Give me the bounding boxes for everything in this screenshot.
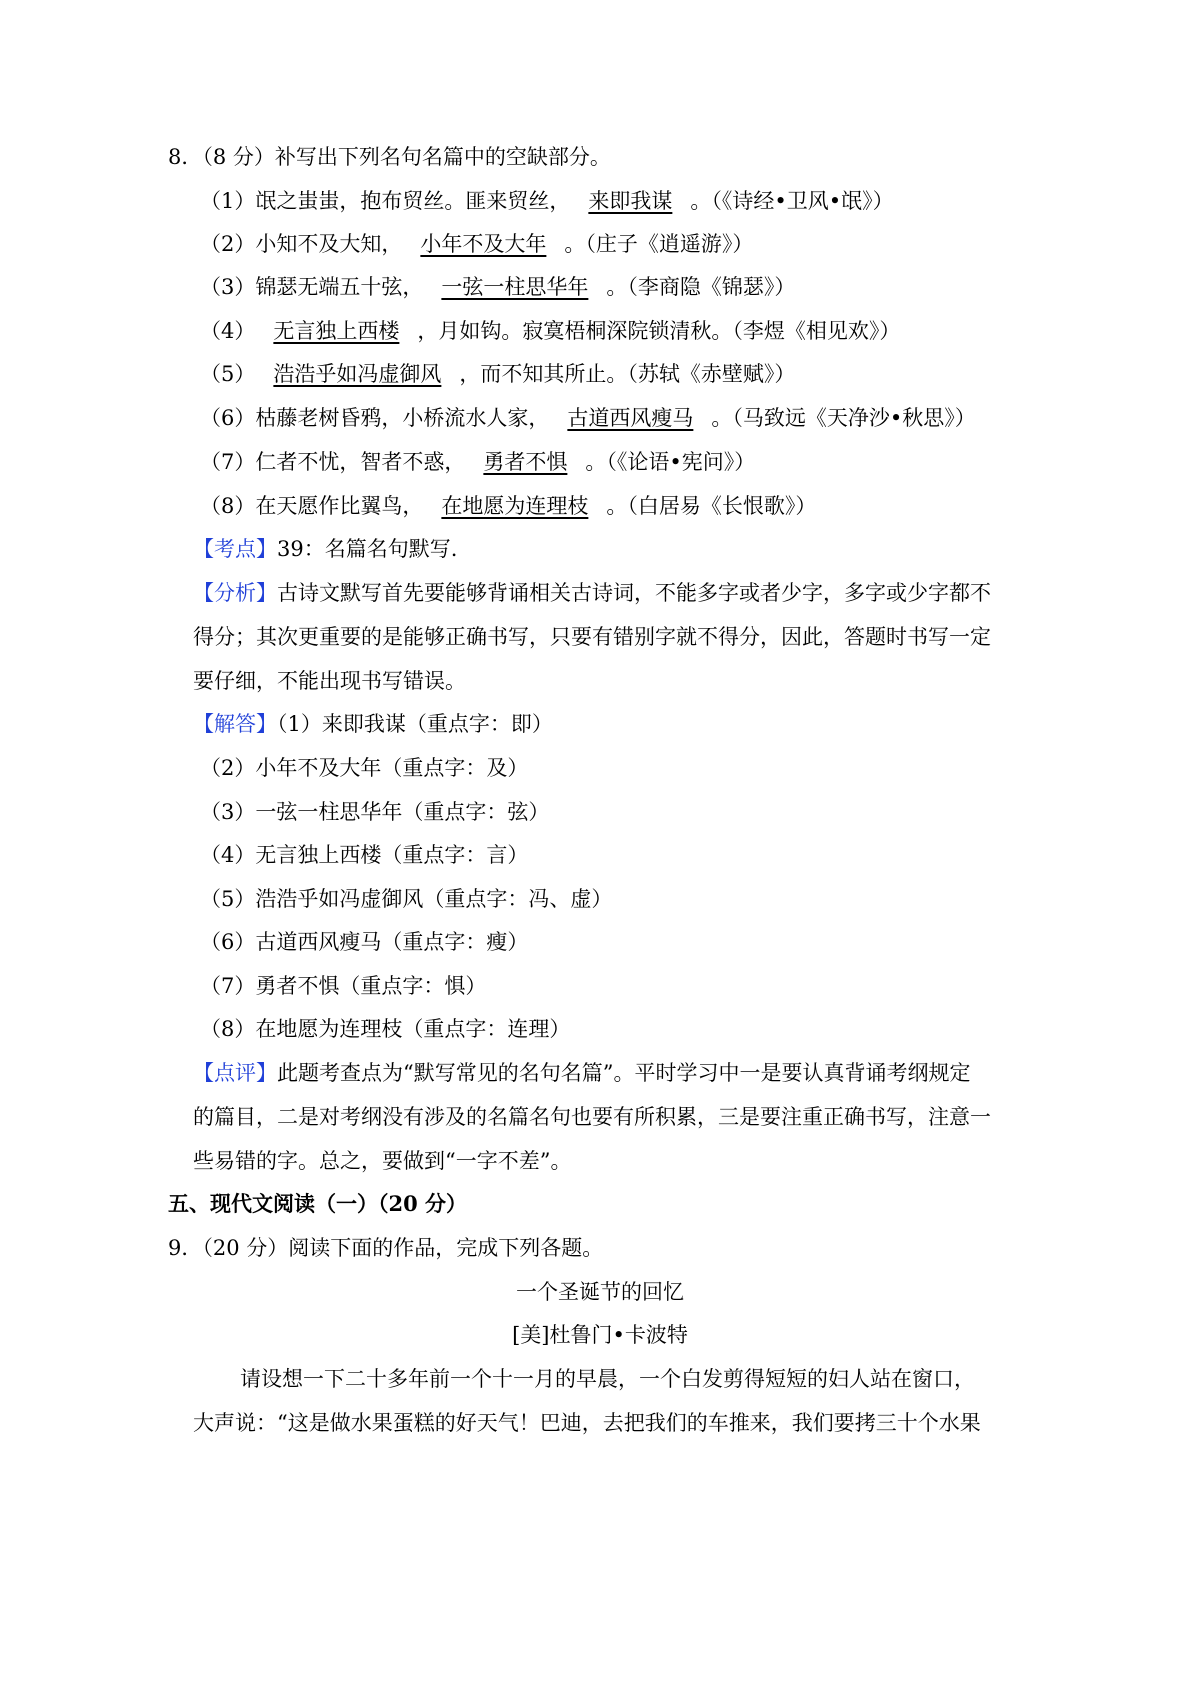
answer-blank: 来即我谋 <box>588 189 673 213</box>
dianping-line-3: 些易错的字。总之，要做到“一字不差”。 <box>193 1149 572 1173</box>
jieda-line-2: （2）小年不及大年（重点字：及） <box>200 756 529 780</box>
q8-item-4 <box>200 316 900 346</box>
item-text: （6）枯藤老树昏鸦，小桥流水人家， <box>200 406 550 430</box>
fenxi-line-2: 得分；其次更重要的是能够正确书写，只要有错别字就不得分，因此，答题时书写一定 <box>193 625 991 649</box>
item-source: ，而不知其所止。（苏轼《赤壁赋》） <box>459 362 796 386</box>
item-source: 。（马致远《天净沙•秋思》） <box>711 406 976 430</box>
jieda-line-5: （5）浩浩乎如冯虚御风（重点字：冯、虚） <box>200 887 613 911</box>
fenxi-text: 古诗文默写首先要能够背诵相关古诗词，不能多字或者少字，多字或少字都不 <box>277 581 991 605</box>
kaodian-line <box>193 534 457 564</box>
item-source: ，月如钩。寂寞梧桐深院锁清秋。（李煜《相见欢》） <box>417 319 901 343</box>
q8-item-3 <box>200 272 795 302</box>
kaodian-text: 39：名篇名句默写. <box>277 537 458 561</box>
fenxi-tag: 【分析】 <box>193 581 277 605</box>
jieda-line-4: （4）无言独上西楼（重点字：言） <box>200 843 529 867</box>
answer-blank: 浩浩乎如冯虚御风 <box>273 362 442 386</box>
story-author: [美]杜鲁门•卡波特 <box>512 1323 688 1347</box>
item-source: 。（庄子《逍遥游》） <box>564 232 754 256</box>
item-text: （5） <box>200 362 256 386</box>
dianping-line-1 <box>193 1058 970 1088</box>
jieda-line-7: （7）勇者不惧（重点字：惧） <box>200 974 487 998</box>
kaodian-tag: 【考点】 <box>193 537 277 561</box>
item-source: 。（白居易《长恨歌》） <box>606 494 817 518</box>
item-text: （7）仁者不忧，智者不惑， <box>200 450 466 474</box>
dianping-tag: 【点评】 <box>193 1061 277 1085</box>
item-source: 。（《论语•宪问》） <box>585 450 756 474</box>
q8-item-1 <box>200 186 894 216</box>
answer-blank: 一弦一柱思华年 <box>441 275 589 299</box>
story-title: 一个圣诞节的回忆 <box>516 1280 684 1304</box>
item-source: 。（李商隐《锦瑟》） <box>606 275 796 299</box>
fenxi-line-1 <box>193 578 991 608</box>
q8-item-2 <box>200 229 753 259</box>
answer-blank: 在地愿为连理枝 <box>441 494 589 518</box>
q8-item-6 <box>200 403 976 433</box>
jieda-text: （1）来即我谋（重点字：即） <box>277 712 553 736</box>
story-paragraph-line-1: 请设想一下二十多年前一个十一月的早晨，一个白发剪得短短的妇人站在窗口， <box>240 1367 975 1391</box>
answer-blank: 古道西风瘦马 <box>567 406 694 430</box>
item-text: （3）锦瑟无端五十弦， <box>200 275 424 299</box>
dianping-line-2: 的篇目，二是对考纲没有涉及的名篇名句也要有所积累，三是要注重正确书写，注意一 <box>193 1105 991 1129</box>
jieda-line-6: （6）古道西风瘦马（重点字：瘦） <box>200 930 529 954</box>
fenxi-line-3: 要仔细，不能出现书写错误。 <box>193 669 466 693</box>
item-text: （2）小知不及大知， <box>200 232 403 256</box>
section-5-title: 五、现代文阅读（一）（20 分） <box>168 1191 468 1216</box>
item-text: （8）在天愿作比翼鸟， <box>200 494 424 518</box>
jieda-tag: 【解答】 <box>193 712 277 736</box>
question-9-header: 9．（20 分）阅读下面的作品，完成下列各题。 <box>168 1236 604 1260</box>
dianping-text: 此题考查点为“默写常见的名句名篇”。平时学习中一是要认真背诵考纲规定 <box>277 1061 971 1085</box>
q8-item-5 <box>200 359 795 389</box>
answer-blank: 小年不及大年 <box>420 232 547 256</box>
answer-blank: 无言独上西楼 <box>273 319 400 343</box>
question-8-header: 8．（8 分）补写出下列名句名篇中的空缺部分。 <box>168 145 611 169</box>
q8-item-7 <box>200 447 755 477</box>
jieda-line-1 <box>193 709 553 739</box>
jieda-line-3: （3）一弦一柱思华年（重点字：弦） <box>200 800 550 824</box>
item-text: （4） <box>200 319 256 343</box>
story-paragraph-line-2: 大声说：“这是做水果蛋糕的好天气！巴迪，去把我们的车推来，我们要拷三十个水果 <box>193 1411 981 1435</box>
answer-blank: 勇者不惧 <box>483 450 568 474</box>
q8-item-8 <box>200 491 816 521</box>
item-text: （1）氓之蚩蚩，抱布贸丝。匪来贸丝， <box>200 189 571 213</box>
jieda-line-8: （8）在地愿为连理枝（重点字：连理） <box>200 1017 571 1041</box>
item-source: 。（《诗经•卫风•氓》） <box>690 189 894 213</box>
